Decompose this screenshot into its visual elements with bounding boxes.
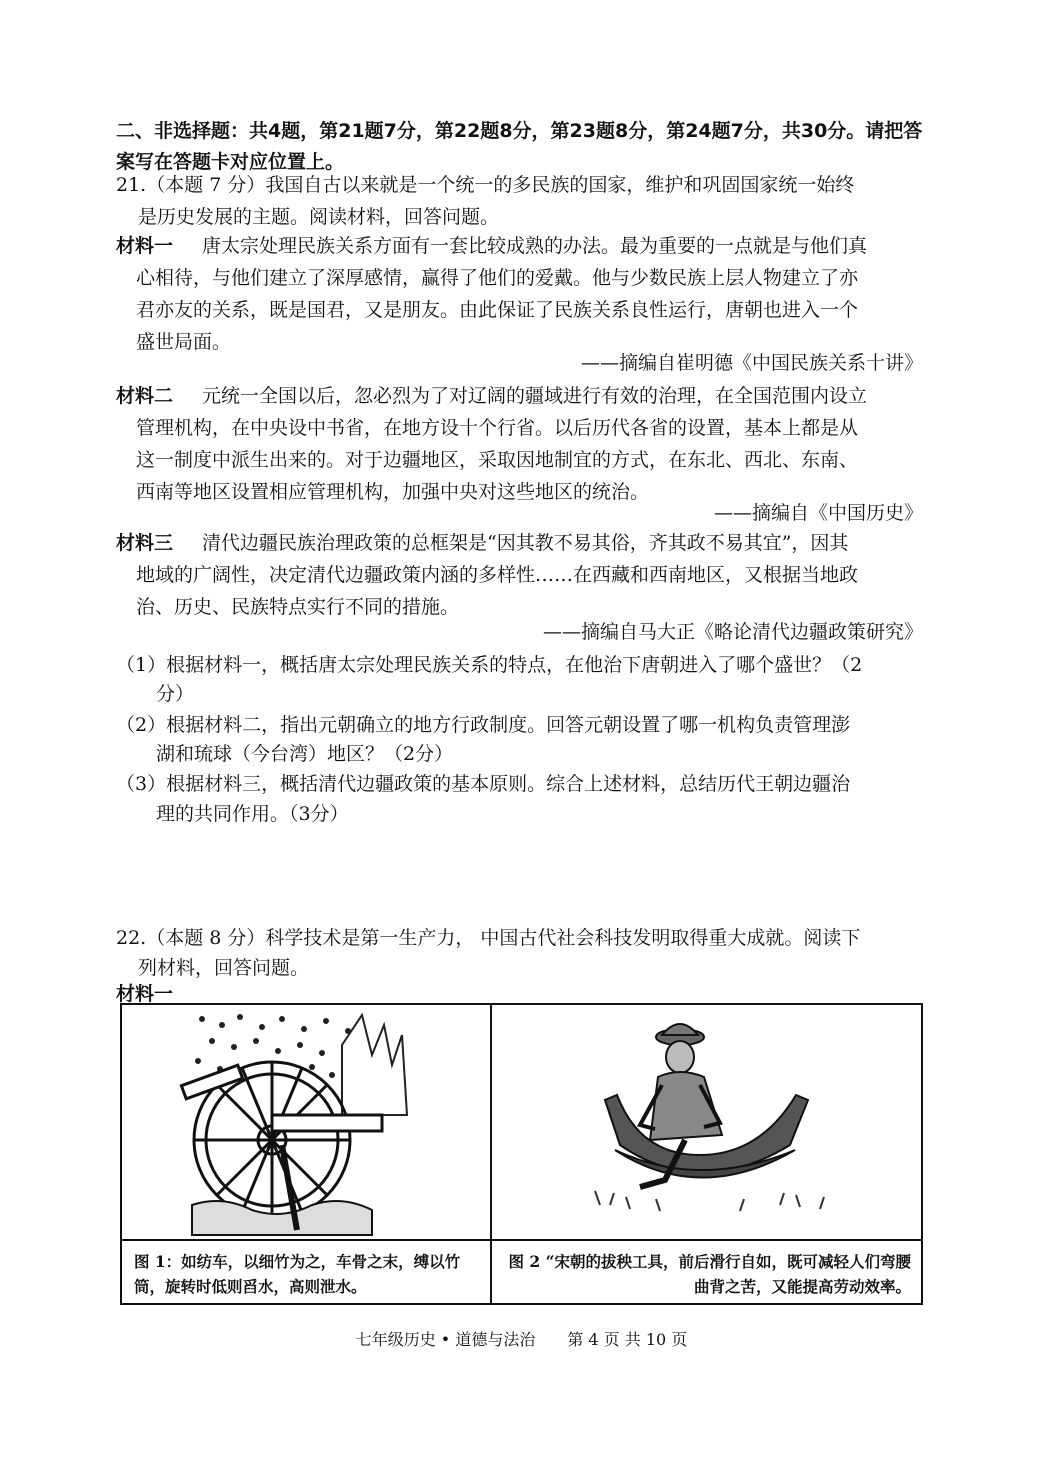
waterwheel-illustration	[122, 1005, 490, 1241]
q22-material1-label: 材料一	[116, 983, 174, 1005]
q21-material3-line2: 地域的广阔性，决定清代边疆政策内涵的多样性……在西藏和西南地区，又根据当地政	[136, 564, 859, 586]
q21-material2-label: 材料二	[116, 385, 174, 407]
page-footer: 七年级历史 • 道德与法治 第 4 页 共 10 页	[355, 1330, 688, 1349]
figure-table	[120, 1003, 923, 1305]
q21-question1-line2: 分）	[156, 683, 195, 705]
q21-material2-source: ——摘编自《中国历史》	[713, 502, 923, 524]
seedling-tool-illustration	[490, 1005, 921, 1241]
q21-material3-source: ——摘编自马大正《略论清代边疆政策研究》	[542, 621, 923, 643]
section-title: 二、非选择题：共4题，第21题7分，第22题8分，第23题8分，第24题7分，共30分。请把答案写在答题卡对应位置上。	[116, 120, 923, 173]
q22-intro-line2: 列材料，回答问题。	[138, 957, 310, 979]
q21-question2-line1: （2）根据材料二，指出元朝确立的地方行政制度。回答元朝设置了哪一机构负责管理澎	[116, 714, 851, 736]
q21-intro-line2: 是历史发展的主题。阅读材料，回答问题。	[138, 206, 500, 228]
figure2-caption: 图 2 “宋朝的拔秧工具，前后滑行自如，既可减轻人们弯腰曲背之苦，又能提高劳动效率。	[508, 1252, 911, 1296]
figure1-caption: 图 1：如纺车，以细竹为之，车骨之末，缚以竹筒，旋转时低则舀水，高则泄水。	[134, 1252, 461, 1296]
figure1-cell	[122, 1005, 492, 1303]
q21-material2-line2: 管理机构，在中央设中书省，在地方设十个行省。以后历代各省的设置，基本上都是从	[136, 417, 859, 439]
q21-material3-line3: 治、历史、民族特点实行不同的措施。	[136, 596, 460, 618]
q21-question1-line1: （1）根据材料一，概括唐太宗处理民族关系的特点，在他治下唐朝进入了哪个盛世？（2	[116, 654, 863, 676]
q21-material2-line1: 元统一全国以后，忽必烈为了对辽阔的疆域进行有效的治理，在全国范围内设立	[202, 385, 868, 407]
q21-material1-label: 材料一	[116, 235, 174, 257]
q21-question2-line2: 湖和琉球（今台湾）地区？（2分）	[156, 743, 454, 765]
figure2-cell	[490, 1005, 921, 1303]
q21-material2-line3: 这一制度中派生出来的。对于边疆地区，采取因地制宜的方式，在东北、西北、东南、	[136, 449, 859, 471]
q21-material1-source: ——摘编自崔明德《中国民族关系十讲》	[580, 352, 923, 374]
q21-material1-line4: 盛世局面。	[136, 331, 232, 353]
q21-material3-line1: 清代边疆民族治理政策的总框架是“因其教不易其俗，齐其政不易其宜”，因其	[202, 532, 849, 554]
q21-material1-line1: 唐太宗处理民族关系方面有一套比较成熟的办法。最为重要的一点就是与他们真	[202, 235, 868, 257]
q21-material2-line4: 西南等地区设置相应管理机构，加强中央对这些地区的统治。	[136, 481, 650, 503]
q21-intro-line1: 21.（本题 7 分）我国自古以来就是一个统一的多民族的国家，维护和巩固国家统一始终	[116, 174, 855, 196]
q21-material1-line3: 君亦友的关系，既是国君，又是朋友。由此保证了民族关系良性运行，唐朝也进入一个	[136, 299, 859, 321]
q21-question3-line2: 理的共同作用。（3分）	[156, 803, 349, 825]
q21-question3-line1: （3）根据材料三，概括清代边疆政策的基本原则。综合上述材料，总结历代王朝边疆治	[116, 773, 851, 795]
q22-intro-line1: 22.（本题 8 分）科学技术是第一生产力， 中国古代社会科技发明取得重大成就。阅读下	[116, 927, 861, 949]
q21-material3-label: 材料三	[116, 532, 174, 554]
q21-material1-line2: 心相待，与他们建立了深厚感情，赢得了他们的爱戴。他与少数民族上层人物建立了亦	[136, 267, 859, 289]
